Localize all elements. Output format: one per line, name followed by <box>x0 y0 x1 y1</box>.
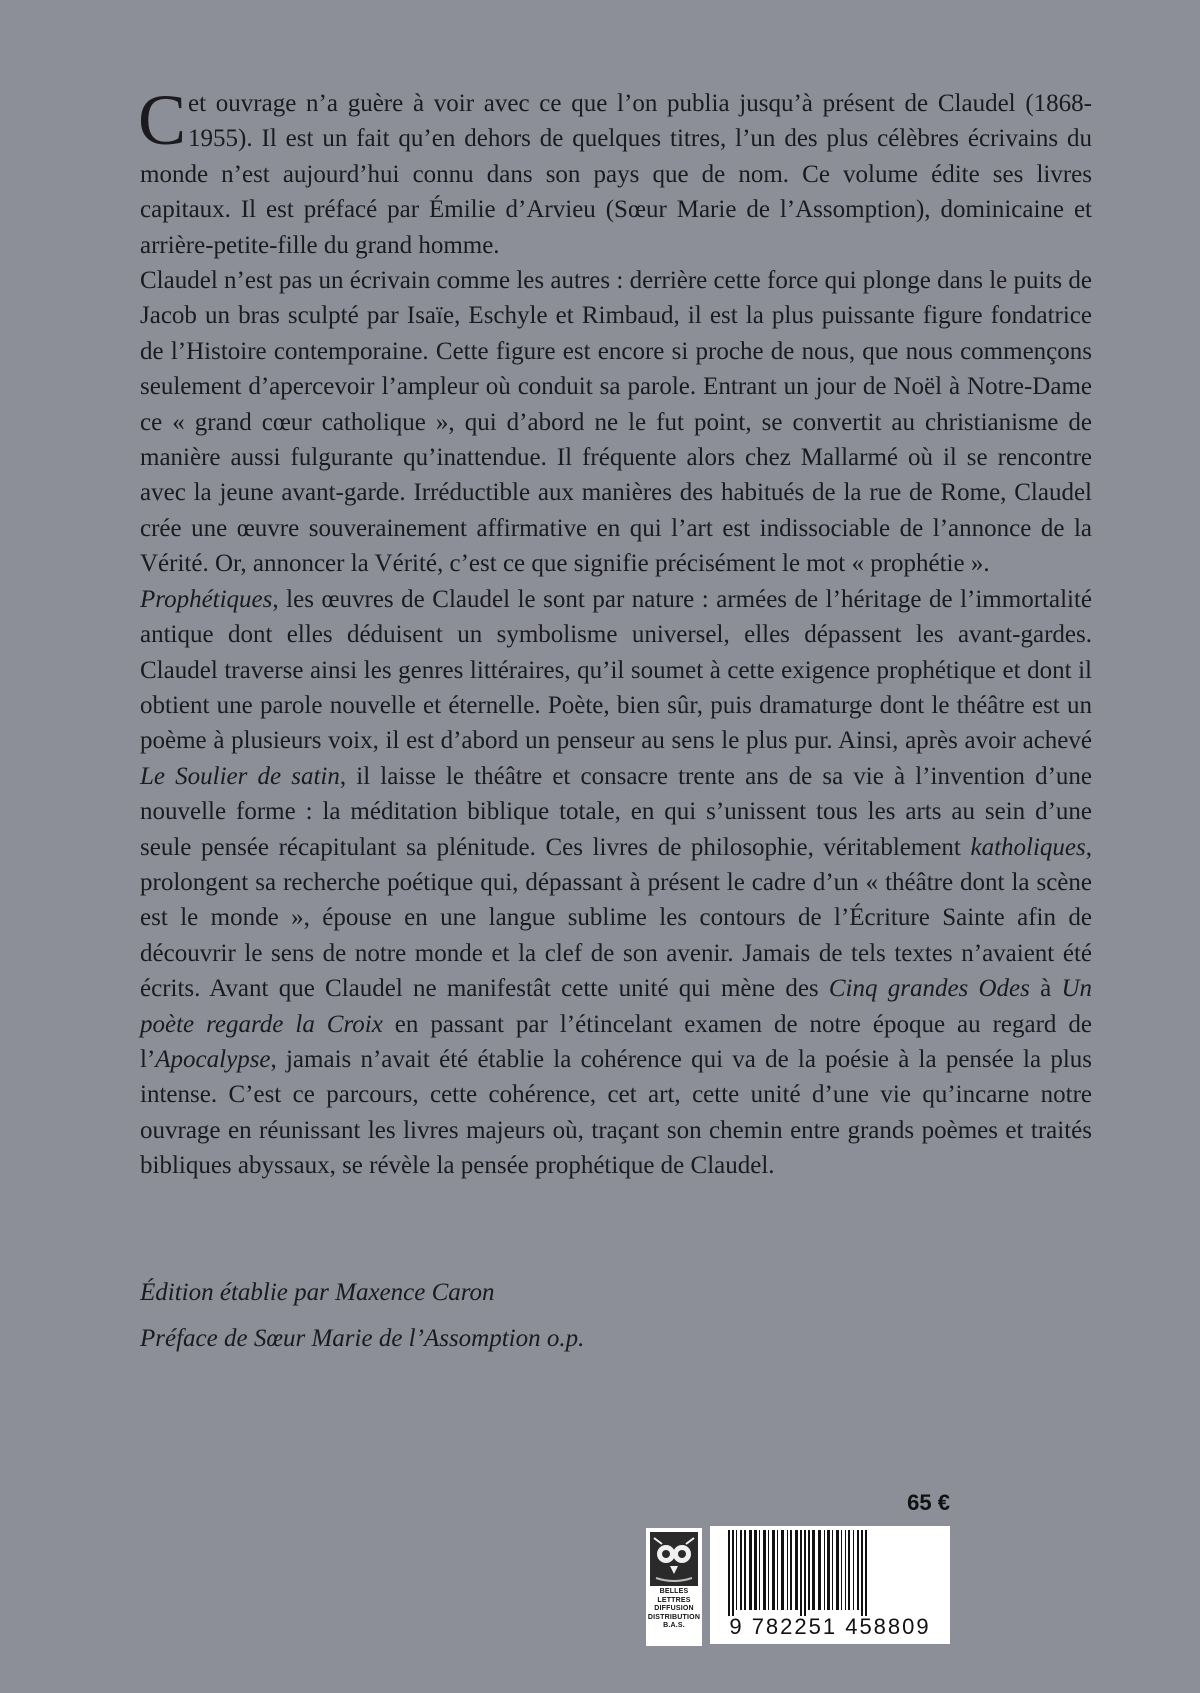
barcode-bar <box>841 1530 842 1610</box>
paragraph-1-text: et ouvrage n’a guère à voir avec ce que l’on publia jusqu’à présent de Claudel (1868-1955). Il est un fait qu’en dehors de quelques titres, l’un des plus célèbres écrivains du monde n’est aujourd’hui connu dans son pays que de nom. Ce volume édite ses livres capitaux. Il est préfacé par Émilie d’Arvieu (Sœur Marie de l’Assomption), dominicaine et arrière-petite-fille du grand homme. <box>140 90 1092 259</box>
barcode-bar <box>832 1530 833 1610</box>
isbn-digits: 9 782251 458809 <box>729 1614 931 1639</box>
barcode-bar <box>845 1530 846 1610</box>
barcode-bar <box>744 1530 746 1610</box>
title-apocalypse: Apocalypse <box>155 1045 271 1073</box>
isbn-barcode <box>710 1526 950 1644</box>
barcode-bar <box>728 1530 730 1616</box>
title-poete-croix: Un poète regarde la Croix <box>140 975 1092 1038</box>
barcode-bar <box>861 1530 863 1616</box>
barcode-bar <box>772 1530 775 1610</box>
barcode-bar <box>732 1530 734 1616</box>
barcode-bar <box>857 1530 859 1610</box>
edition-credit: Édition établie par Maxence Caron <box>140 1279 495 1306</box>
title-cinq-odes: Cinq grandes Odes <box>828 975 1030 1003</box>
barcode-bar <box>865 1530 867 1616</box>
paragraph-3-text-a: , les œuvres de Claudel le sont par nature : armées de l’héritage de l’immortalité antique dont elles déduisent un symbolisme universel, elles dépassent les avant-gardes. Claudel traverse ainsi les genres littéraires, qu’il soumet à cette exigence prophétique et dont il obtient une parole nouvelle et éternelle. Poète, bien sûr, puis dramaturge dont le théâtre est un poème à plusieurs voix, il est d’abord un penseur au sens le plus pur. Ainsi, après avoir achevé <box>140 585 1092 755</box>
publisher-logo-text <box>646 1588 702 1631</box>
barcode-bar <box>800 1530 802 1616</box>
word-katholiques: katholiques <box>970 833 1086 861</box>
paragraph-3-text-c: , prolongent sa recherche poétique qui, dépassant à présent le cadre d’un « théâtre dont la scène est le monde », épouse en une langue sublime les contours de l’Écriture Sainte afin de découvrir le sens de notre monde et la clef de son avenir. Jamais de tels textes n’avaient été écrits. Avant que Claudel ne manifestât cette unité qui mène des <box>140 833 1092 1003</box>
title-propheriques: Prophétiques <box>140 585 273 613</box>
barcode-bar <box>824 1530 825 1610</box>
logo-line-1: BELLES LETTRES <box>657 1588 691 1604</box>
barcode-bar <box>853 1530 854 1610</box>
barcode-bar <box>763 1530 766 1610</box>
credits <box>140 1270 840 1362</box>
barcode-bar <box>787 1530 788 1610</box>
title-soulier: Le Soulier de satin <box>140 762 340 790</box>
barcode-bar <box>827 1530 830 1610</box>
paragraph-3 <box>140 582 1092 1184</box>
barcode-bar <box>808 1530 810 1610</box>
paragraph-1 <box>138 80 1092 263</box>
price-label: 65 € <box>907 1490 950 1515</box>
paragraph-2-text: Claudel n’est pas un écrivain comme les autres : derrière cette force qui plonge dans le puits de Jacob un bras sculpté par Isaïe, Eschyle et Rimbaud, il est la plus puissante figure fondatrice de l’Histoire contemporaine. Cette figure est encore si proche de nous, que nous commençons seulement d’apercevoir l’ampleur où conduit sa parole. Entrant un jour de Noël à Notre-Dame ce « grand cœur catholique », qui d’abord ne le fut point, se convertit au christianisme de manière aussi fulgurante qu’inattendue. Il fréquente alors chez Mallarmé où il se rencontre avec la jeune avant-garde. Irréductible aux manières des habitués de la rue de Rome, Claudel crée une œuvre souverainement affirmative en qui l’art est indissociable de l’annonce de la Vérité. Or, annoncer la Vérité, c’est ce que signifie précisément le mot « prophétie ». <box>140 267 1092 578</box>
barcode-bar <box>759 1530 760 1610</box>
logo-line-2: DIFFUSION <box>654 1605 694 1612</box>
barcode-bars <box>710 1526 950 1616</box>
paragraph-3-text-b: , il laisse le théâtre et consacre trente ans de sa vie à l’invention d’une nouvelle forme : la méditation biblique totale, en qui s’unissent tous les arts au sein d’une seule pensée récapitulant sa plénitude. Ces livres de philosophie, véritablement <box>140 762 1093 861</box>
barcode-bar <box>812 1530 815 1610</box>
paragraph-3-text-f: , jamais n’avait été établie la cohérence qui va de la poésie à la pensée la plus intense. C’est ce parcours, cette cohérence, cet art, cette unité d’une vie qu’incarne notre ouvrage en réunissant les livres majeurs où, traçant son chemin entre grands poèmes et traités bibliques abyssaux, se révèle la pensée prophétique de Claudel. <box>140 1045 1092 1180</box>
barcode-bar <box>768 1530 769 1610</box>
paragraph-3-text-d: à <box>1029 975 1062 1003</box>
blurb-text <box>138 80 1093 1184</box>
barcode-bar <box>795 1530 798 1610</box>
logo-line-3: DISTRIBUTION <box>647 1613 701 1621</box>
logo-line-4: B.A.S. <box>663 1622 685 1629</box>
barcode-bar <box>790 1530 792 1610</box>
barcode-bar <box>781 1530 784 1610</box>
barcode-bar <box>736 1530 737 1610</box>
barcode-bar <box>804 1530 806 1616</box>
barcode-bar <box>777 1530 778 1610</box>
publisher-logo <box>646 1528 702 1646</box>
paragraph-2 <box>140 263 1092 582</box>
preface-credit: Préface de Sœur Marie de l’Assomption o.p. <box>140 1325 585 1352</box>
drop-cap: C <box>138 80 187 160</box>
barcode-bar <box>754 1530 757 1610</box>
paragraph-3-text-e: en passant par l’étincelant examen de notre époque au regard de l’ <box>140 1010 1092 1073</box>
owl-icon <box>650 1532 698 1586</box>
barcode-bar <box>818 1530 821 1610</box>
barcode-bar <box>836 1530 839 1610</box>
barcode-bar <box>848 1530 850 1610</box>
barcode-bar <box>749 1530 752 1610</box>
barcode-bar <box>740 1530 742 1610</box>
